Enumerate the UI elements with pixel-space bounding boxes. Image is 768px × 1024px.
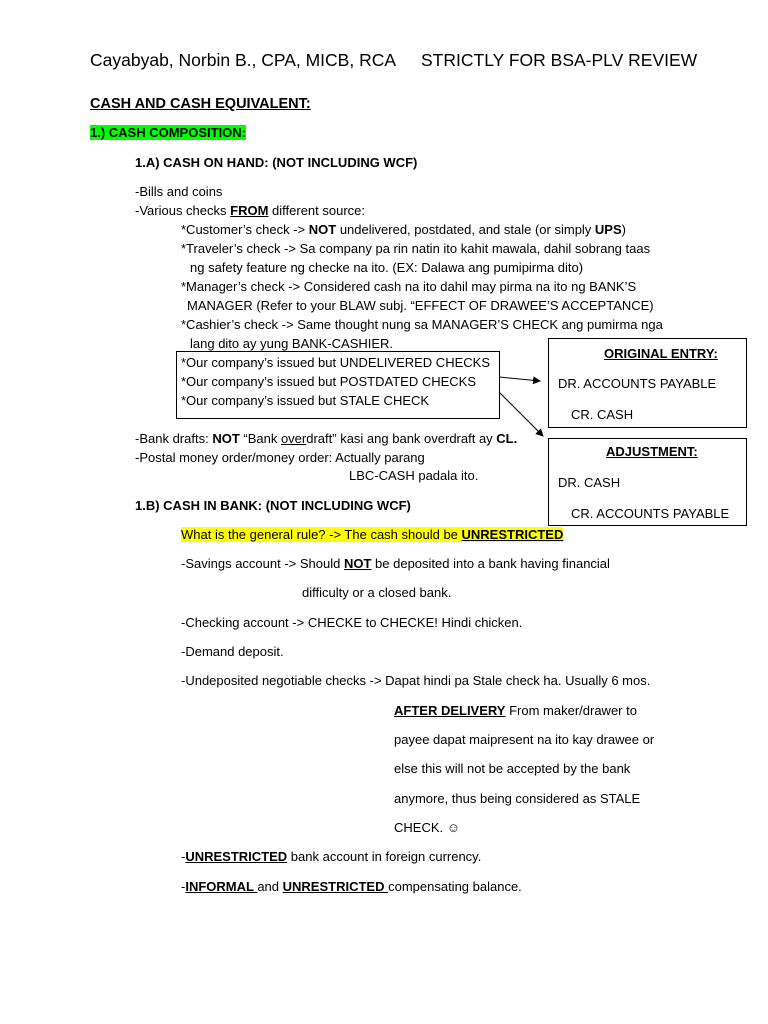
cashier-check-2: lang dito ay yung BANK-CASHIER. [190, 336, 394, 351]
after-delivery-3: else this will not be accepted by the bank [394, 761, 631, 776]
drafts-over: over [280, 431, 307, 446]
drafts-not: NOT [212, 431, 240, 446]
header-tag: STRICTLY FOR BSA-PLV REVIEW [421, 50, 698, 70]
customer-ups: UPS [594, 222, 622, 237]
comp-informal: INFORMAL [185, 879, 258, 894]
comp-unrestricted: UNRESTRICTED [282, 879, 389, 894]
issued-undelivered: *Our company’s issued but UNDELIVERED CHECKS [181, 355, 490, 370]
manager-check-1: *Manager’s check -> Considered cash na ito dahil may pirma na ito ng BANK’S [181, 279, 637, 294]
comp-post: compensating balance. [388, 879, 522, 894]
undeposited-checks: -Undeposited negotiable checks -> Dapat hindi pa Stale check ha. Usually 6 mos. [181, 673, 651, 688]
page-title: CASH AND CASH EQUIVALENT: [90, 96, 311, 112]
adjustment-dr: DR. CASH [558, 475, 621, 490]
general-rule [181, 527, 563, 542]
foreign-unrestricted: UNRESTRICTED [185, 849, 288, 864]
bank-drafts [135, 431, 517, 446]
drafts-mid1: “Bank [239, 431, 281, 446]
after-delivery-4: anymore, thus being considered as STALE [394, 791, 641, 806]
customer-pre: *Customer’s check -> [181, 222, 309, 237]
comp-dash: - [181, 879, 186, 894]
drafts-cl: CL. [496, 431, 518, 446]
bills-coins: -Bills and coins [135, 184, 223, 199]
original-entry-dr: DR. ACCOUNTS PAYABLE [558, 376, 717, 391]
savings-account [181, 556, 610, 571]
foreign-dash: - [181, 849, 186, 864]
savings-account-2: difficulty or a closed bank. [302, 585, 452, 600]
savings-post: be deposited into a bank having financial [371, 556, 610, 571]
demand-deposit: -Demand deposit. [181, 644, 284, 659]
header-author: Cayabyab, Norbin B., CPA, MICB, RCA [90, 50, 397, 70]
checking-account: -Checking account -> CHECKE to CHECKE! Hindi chicken. [181, 615, 523, 630]
postal-order-1: -Postal money order/money order: Actually parang [135, 450, 425, 465]
after-delivery-5: CHECK. ☺ [394, 820, 461, 835]
cash-on-hand-heading: 1.A) CASH ON HAND: (NOT INCLUDING WCF) [135, 155, 418, 170]
postal-order-2: LBC-CASH padala ito. [349, 468, 479, 483]
compensating-balance [181, 879, 522, 894]
customer-mid: undelivered, postdated, and stale (or simply [336, 222, 595, 237]
rule-unrestricted: UNRESTRICTED [461, 527, 564, 542]
checks-from: FROM [230, 203, 269, 218]
manager-check-2: MANAGER (Refer to your BLAW subj. “EFFECT OF DRAWEE’S ACCEPTANCE) [187, 298, 654, 313]
section-label-text: 1.) CASH COMPOSITION: [90, 125, 247, 140]
comp-and: and [257, 879, 283, 894]
traveler-check-2: ng safety feature ng checke na ito. (EX: Dalawa ang pumipirma dito) [190, 260, 584, 275]
checks-post: different source: [268, 203, 366, 218]
savings-pre: -Savings account -> Should [181, 556, 344, 571]
after-delivery-label: AFTER DELIVERY [394, 703, 506, 718]
rule-pre: What is the general rule? -> The cash should be [181, 527, 462, 542]
checks-pre: -Various checks [135, 203, 231, 218]
savings-not: NOT [343, 556, 372, 571]
arrow-to-adjustment [499, 392, 543, 436]
issued-postdated: *Our company’s issued but POSTDATED CHECKS [181, 374, 477, 389]
customer-end: ) [621, 222, 626, 237]
drafts-mid2: draft” kasi ang bank overdraft ay [306, 431, 497, 446]
after-delivery-text: From maker/drawer to [505, 703, 637, 718]
after-delivery-2: payee dapat maipresent na ito kay drawee or [394, 732, 655, 747]
traveler-check-1: *Traveler’s check -> Sa company pa rin natin ito kahit mawala, dahil sobrang taas [181, 241, 651, 256]
after-delivery-1 [394, 703, 637, 718]
adjustment-cr: CR. ACCOUNTS PAYABLE [571, 506, 730, 521]
arrow-to-original-entry [499, 377, 540, 381]
cash-in-bank-heading: 1.B) CASH IN BANK: (NOT INCLUDING WCF) [135, 498, 411, 513]
drafts-pre: -Bank drafts: [135, 431, 213, 446]
foreign-post: bank account in foreign currency. [287, 849, 482, 864]
original-entry-title: ORIGINAL ENTRY: [604, 346, 718, 361]
issued-stale: *Our company’s issued but STALE CHECK [181, 393, 430, 408]
customer-not: NOT [308, 222, 337, 237]
cashier-check-1: *Cashier’s check -> Same thought nung sa MANAGER’S CHECK ang pumirma nga [181, 317, 663, 332]
adjustment-title: ADJUSTMENT: [606, 444, 698, 459]
foreign-currency [181, 849, 481, 864]
original-entry-cr: CR. CASH [571, 407, 634, 422]
